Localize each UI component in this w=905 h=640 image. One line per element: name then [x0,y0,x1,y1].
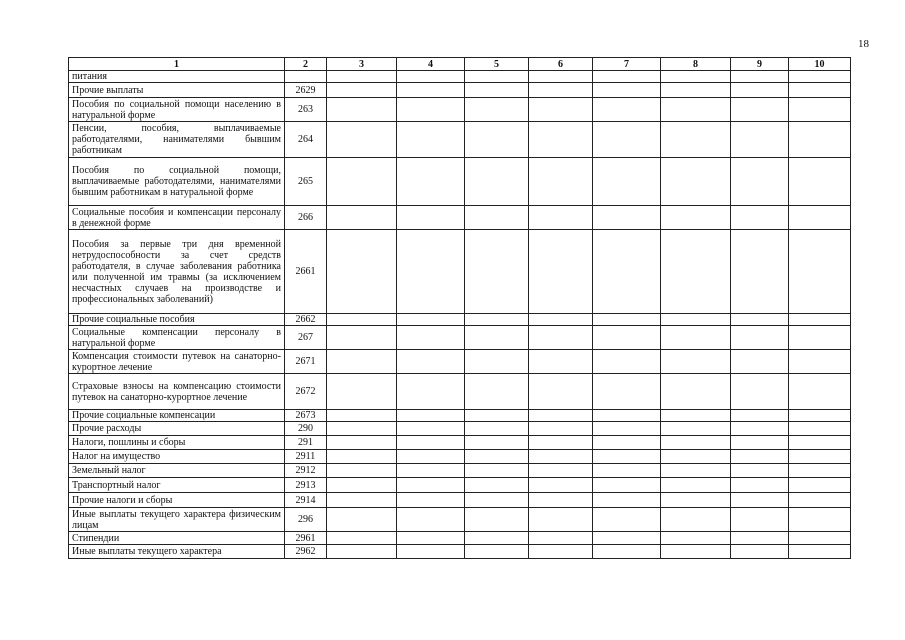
table-row [69,450,851,464]
row-code-cell: 2662 [285,314,327,326]
row-code-cell: 2911 [285,450,327,464]
value-cell [789,326,851,350]
table-row [69,83,851,98]
value-cell [731,206,789,230]
value-cell [465,374,529,410]
value-cell [789,545,851,559]
value-cell [327,98,397,122]
table-row [69,314,851,326]
row-code-cell: 290 [285,422,327,436]
table-row [69,122,851,158]
value-cell [327,230,397,314]
value-cell [529,464,593,478]
value-cell [327,478,397,493]
row-code-cell: 2914 [285,493,327,508]
value-cell [593,450,661,464]
value-cell [397,230,465,314]
value-cell [529,545,593,559]
value-cell [731,493,789,508]
value-cell [593,478,661,493]
table-row [69,532,851,545]
value-cell [327,493,397,508]
value-cell [593,410,661,422]
value-cell [593,436,661,450]
value-cell [465,532,529,545]
row-name-cell: Компенсация стоимости путевок на санаторно-курортное лечение [69,350,285,374]
value-cell [789,314,851,326]
column-header: 6 [529,58,593,71]
budget-table [68,57,851,559]
page-number: 18 [858,38,869,50]
value-cell [789,422,851,436]
value-cell [731,508,789,532]
value-cell [661,422,731,436]
value-cell [593,532,661,545]
value-cell [593,158,661,206]
row-name-cell: Прочие расходы [69,422,285,436]
value-cell [529,158,593,206]
value-cell [529,374,593,410]
value-cell [731,71,789,83]
table-row [69,98,851,122]
row-code-cell: 2671 [285,350,327,374]
value-cell [789,71,851,83]
value-cell [593,493,661,508]
value-cell [327,83,397,98]
value-cell [397,326,465,350]
value-cell [661,410,731,422]
value-cell [465,464,529,478]
value-cell [789,508,851,532]
value-cell [789,98,851,122]
value-cell [529,508,593,532]
value-cell [397,122,465,158]
value-cell [661,83,731,98]
value-cell [731,410,789,422]
value-cell [397,532,465,545]
row-code-cell: 2673 [285,410,327,422]
value-cell [593,374,661,410]
value-cell [465,83,529,98]
row-name-cell: питания [69,71,285,83]
row-code-cell: 2672 [285,374,327,410]
value-cell [789,374,851,410]
table-row [69,71,851,83]
table-row [69,508,851,532]
table-row [69,374,851,410]
value-cell [593,71,661,83]
row-code-cell: 267 [285,326,327,350]
row-code-cell: 2961 [285,532,327,545]
value-cell [789,464,851,478]
value-cell [327,410,397,422]
value-cell [327,464,397,478]
value-cell [465,436,529,450]
value-cell [593,508,661,532]
value-cell [529,493,593,508]
value-cell [731,478,789,493]
value-cell [327,326,397,350]
value-cell [397,314,465,326]
row-code-cell: 263 [285,98,327,122]
row-name-cell: Страховые взносы на компенсацию стоимости путевок на санаторно-курортное лечение [69,374,285,410]
table-row [69,230,851,314]
value-cell [731,464,789,478]
row-name-cell: Прочие социальные компенсации [69,410,285,422]
value-cell [731,158,789,206]
value-cell [661,478,731,493]
value-cell [593,545,661,559]
value-cell [465,493,529,508]
row-code-cell: 2661 [285,230,327,314]
value-cell [327,436,397,450]
value-cell [529,326,593,350]
value-cell [465,478,529,493]
header-row [69,58,851,71]
value-cell [661,314,731,326]
value-cell [529,314,593,326]
row-code-cell: 266 [285,206,327,230]
table-body [69,71,851,559]
value-cell [593,98,661,122]
row-code-cell: 2962 [285,545,327,559]
value-cell [593,230,661,314]
value-cell [789,206,851,230]
value-cell [465,71,529,83]
value-cell [731,436,789,450]
value-cell [529,450,593,464]
value-cell [465,350,529,374]
value-cell [593,350,661,374]
row-code-cell: 291 [285,436,327,450]
row-code-cell: 264 [285,122,327,158]
value-cell [327,450,397,464]
row-code-cell: 2912 [285,464,327,478]
value-cell [789,350,851,374]
value-cell [397,464,465,478]
value-cell [465,122,529,158]
value-cell [731,230,789,314]
value-cell [529,98,593,122]
row-name-cell: Пенсии, пособия, выплачиваемые работодателями, нанимателями бывшим работникам [69,122,285,158]
row-name-cell: Социальные компенсации персоналу в натуральной форме [69,326,285,350]
column-header: 7 [593,58,661,71]
value-cell [465,545,529,559]
value-cell [327,314,397,326]
value-cell [789,83,851,98]
value-cell [789,478,851,493]
value-cell [327,350,397,374]
column-header: 1 [69,58,285,71]
value-cell [397,83,465,98]
value-cell [789,230,851,314]
value-cell [731,422,789,436]
row-code-cell: 265 [285,158,327,206]
value-cell [661,122,731,158]
value-cell [397,98,465,122]
value-cell [465,98,529,122]
value-cell [661,98,731,122]
table-row [69,545,851,559]
row-code-cell: 296 [285,508,327,532]
value-cell [397,450,465,464]
table-row [69,350,851,374]
row-code-cell: 2629 [285,83,327,98]
value-cell [397,206,465,230]
column-header: 2 [285,58,327,71]
column-header: 4 [397,58,465,71]
row-name-cell: Пособия за первые три дня временной нетрудоспособности за счет средств работодателя, в случае заболевания работника или полученной им травмы (за исключением несчастных случаев на производстве и профессиональных заболеваний) [69,230,285,314]
value-cell [327,71,397,83]
value-cell [661,436,731,450]
row-name-cell: Стипендии [69,532,285,545]
table-row [69,493,851,508]
value-cell [731,83,789,98]
value-cell [731,545,789,559]
value-cell [529,410,593,422]
value-cell [731,326,789,350]
value-cell [661,374,731,410]
table-row [69,206,851,230]
value-cell [789,122,851,158]
value-cell [397,493,465,508]
value-cell [661,545,731,559]
value-cell [593,422,661,436]
row-name-cell: Прочие выплаты [69,83,285,98]
value-cell [465,158,529,206]
table-row [69,326,851,350]
value-cell [661,464,731,478]
row-name-cell: Транспортный налог [69,478,285,493]
value-cell [397,545,465,559]
value-cell [529,532,593,545]
value-cell [465,422,529,436]
value-cell [465,314,529,326]
value-cell [661,158,731,206]
value-cell [529,436,593,450]
value-cell [593,464,661,478]
value-cell [731,350,789,374]
value-cell [789,450,851,464]
value-cell [397,410,465,422]
value-cell [397,158,465,206]
value-cell [529,206,593,230]
value-cell [397,350,465,374]
row-name-cell: Социальные пособия и компенсации персоналу в денежной форме [69,206,285,230]
value-cell [529,83,593,98]
table-row [69,478,851,493]
value-cell [731,532,789,545]
value-cell [327,206,397,230]
value-cell [327,122,397,158]
value-cell [529,71,593,83]
row-code-cell: 2913 [285,478,327,493]
row-name-cell: Прочие налоги и сборы [69,493,285,508]
row-name-cell: Прочие социальные пособия [69,314,285,326]
value-cell [593,314,661,326]
column-header: 8 [661,58,731,71]
row-name-cell: Налоги, пошлины и сборы [69,436,285,450]
value-cell [593,122,661,158]
value-cell [789,532,851,545]
value-cell [529,350,593,374]
table-row [69,158,851,206]
value-cell [327,508,397,532]
value-cell [465,410,529,422]
value-cell [789,410,851,422]
table-row [69,422,851,436]
table-row [69,410,851,422]
value-cell [661,326,731,350]
value-cell [397,422,465,436]
row-code-cell [285,71,327,83]
value-cell [465,206,529,230]
column-header: 10 [789,58,851,71]
table-row [69,464,851,478]
row-name-cell: Налог на имущество [69,450,285,464]
value-cell [661,450,731,464]
value-cell [465,450,529,464]
value-cell [529,230,593,314]
value-cell [397,374,465,410]
value-cell [789,436,851,450]
value-cell [661,71,731,83]
value-cell [397,71,465,83]
row-name-cell: Пособия по социальной помощи населению в натуральной форме [69,98,285,122]
value-cell [593,83,661,98]
value-cell [327,158,397,206]
value-cell [465,230,529,314]
value-cell [789,493,851,508]
value-cell [529,422,593,436]
value-cell [593,326,661,350]
value-cell [397,508,465,532]
value-cell [731,374,789,410]
value-cell [661,206,731,230]
row-name-cell: Иные выплаты текущего характера физическим лицам [69,508,285,532]
value-cell [593,206,661,230]
value-cell [327,374,397,410]
value-cell [731,122,789,158]
value-cell [661,230,731,314]
value-cell [661,350,731,374]
value-cell [465,508,529,532]
column-header: 5 [465,58,529,71]
value-cell [529,478,593,493]
value-cell [327,545,397,559]
value-cell [731,314,789,326]
value-cell [731,98,789,122]
value-cell [327,532,397,545]
value-cell [731,450,789,464]
value-cell [397,478,465,493]
value-cell [661,532,731,545]
row-name-cell: Земельный налог [69,464,285,478]
column-header: 3 [327,58,397,71]
value-cell [789,158,851,206]
value-cell [661,508,731,532]
row-name-cell: Иные выплаты текущего характера [69,545,285,559]
value-cell [661,493,731,508]
table-row [69,436,851,450]
value-cell [465,326,529,350]
column-header: 9 [731,58,789,71]
row-name-cell: Пособия по социальной помощи, выплачиваемые работодателями, нанимателями бывшим работникам в натуральной форме [69,158,285,206]
value-cell [397,436,465,450]
value-cell [327,422,397,436]
value-cell [529,122,593,158]
